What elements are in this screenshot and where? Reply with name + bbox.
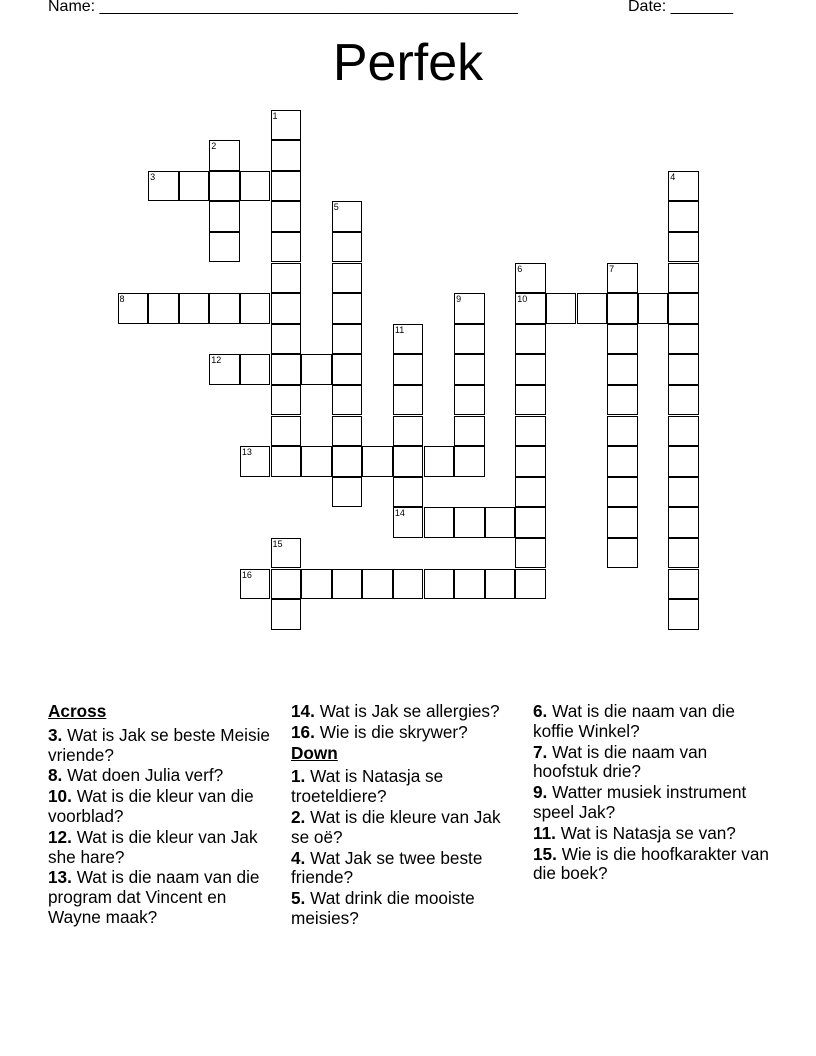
grid-cell[interactable] [393, 569, 424, 600]
grid-cell[interactable] [362, 446, 393, 477]
grid-cell[interactable] [668, 385, 699, 416]
grid-cell[interactable] [638, 293, 669, 324]
grid-cell[interactable] [668, 416, 699, 447]
grid-cell[interactable] [179, 293, 210, 324]
grid-cell[interactable] [515, 385, 546, 416]
grid-cell[interactable] [148, 293, 179, 324]
clue-column-3 [533, 702, 773, 885]
clue-down-6: 6. Wat is die naam van die koffie Winkel? [533, 701, 735, 741]
grid-cell[interactable] [454, 507, 485, 538]
grid-cell[interactable] [454, 416, 485, 447]
grid-cell[interactable] [424, 569, 455, 600]
grid-cell[interactable] [332, 416, 363, 447]
clue-number-label: 11 [394, 324, 405, 335]
grid-cell[interactable] [179, 171, 210, 202]
grid-cell[interactable] [271, 324, 302, 355]
grid-cell[interactable] [668, 599, 699, 630]
grid-cell[interactable] [515, 538, 546, 569]
grid-cell[interactable] [515, 446, 546, 477]
grid-cell[interactable] [607, 507, 638, 538]
name-field[interactable]: Name: _______________________________________________ [48, 0, 518, 15]
grid-cell[interactable] [607, 416, 638, 447]
grid-cell[interactable] [668, 538, 699, 569]
grid-cell[interactable] [301, 354, 332, 385]
grid-cell[interactable] [607, 538, 638, 569]
grid-cell[interactable] [668, 354, 699, 385]
grid-cell[interactable] [393, 477, 424, 508]
grid-cell[interactable] [668, 507, 699, 538]
grid-cell[interactable] [607, 324, 638, 355]
grid-cell[interactable] [240, 171, 271, 202]
clue-number-label: 16 [241, 569, 252, 580]
grid-cell[interactable] [515, 354, 546, 385]
grid-cell[interactable] [607, 293, 638, 324]
grid-cell[interactable] [515, 477, 546, 508]
clue-down-4: 4. Wat Jak se twee beste friende? [291, 847, 483, 888]
grid-cell[interactable] [240, 293, 271, 324]
grid-cell[interactable] [577, 293, 608, 324]
grid-cell[interactable] [271, 569, 302, 600]
grid-cell[interactable] [546, 293, 577, 324]
grid-cell[interactable] [271, 232, 302, 263]
clue-number-label: 4 [670, 171, 676, 182]
grid-cell[interactable] [332, 477, 363, 508]
grid-cell[interactable] [271, 171, 302, 202]
grid-cell[interactable] [271, 263, 302, 294]
clue-number-label: 2 [211, 141, 217, 152]
clue-across-14: 14. Wat is Jak se allergies? [291, 701, 500, 721]
grid-cell[interactable] [454, 385, 485, 416]
grid-cell[interactable] [515, 324, 546, 355]
grid-cell[interactable] [668, 232, 699, 263]
grid-cell[interactable] [393, 446, 424, 477]
grid-cell[interactable] [332, 263, 363, 294]
grid-cell[interactable] [424, 507, 455, 538]
grid-cell[interactable] [515, 569, 546, 600]
grid-cell[interactable] [332, 569, 363, 600]
grid-cell[interactable] [301, 569, 332, 600]
clue-number-label: 9 [456, 294, 462, 305]
clue-column-1 [48, 702, 273, 929]
grid-cell[interactable] [515, 507, 546, 538]
grid-cell[interactable] [271, 293, 302, 324]
clue-across-10: 10. Wat is die kleur van die voorblad? [48, 786, 254, 826]
date-field[interactable]: Date: _______ [628, 0, 733, 15]
grid-cell[interactable] [271, 446, 302, 477]
clue-across-8: 8. Wat doen Julia verf? [48, 765, 224, 786]
clue-column-2 [291, 702, 516, 930]
clue-down-7: 7. Wat is die naam van hoofstuk drie? [533, 741, 708, 782]
grid-cell[interactable] [454, 354, 485, 385]
grid-cell[interactable] [332, 293, 363, 324]
down-heading: Down [291, 742, 338, 763]
clue-number-label: 3 [150, 171, 156, 182]
clue-down-9: 9. Watter musiek instrument speel Jak? [533, 782, 747, 822]
grid-cell[interactable] [607, 385, 638, 416]
grid-cell[interactable] [454, 569, 485, 600]
grid-cell[interactable] [271, 385, 302, 416]
clue-number-label: 8 [119, 294, 125, 305]
grid-cell[interactable] [424, 446, 455, 477]
grid-cell[interactable] [332, 232, 363, 263]
grid-cell[interactable] [271, 416, 302, 447]
grid-cell[interactable] [515, 416, 546, 447]
clue-across-16: 16. Wie is die skrywer? [291, 721, 468, 742]
clue-down-15: 15. Wie is die hoofkarakter van die boek? [533, 843, 769, 884]
grid-cell[interactable] [454, 324, 485, 355]
grid-cell[interactable] [607, 477, 638, 508]
grid-cell[interactable] [209, 293, 240, 324]
clue-across-3: 3. Wat is Jak se beste Meisie vriende? [48, 724, 270, 765]
grid-cell[interactable] [668, 477, 699, 508]
clue-number-label: 7 [609, 263, 615, 274]
grid-cell[interactable] [209, 232, 240, 263]
grid-cell[interactable] [271, 201, 302, 232]
grid-cell[interactable] [332, 446, 363, 477]
grid-cell[interactable] [240, 354, 271, 385]
grid-cell[interactable] [668, 446, 699, 477]
grid-cell[interactable] [393, 416, 424, 447]
grid-cell[interactable] [668, 324, 699, 355]
page-title: Perfek [332, 34, 484, 92]
grid-cell[interactable] [332, 354, 363, 385]
grid-cell[interactable] [668, 569, 699, 600]
grid-cell[interactable] [607, 446, 638, 477]
grid-cell[interactable] [301, 446, 332, 477]
grid-cell[interactable] [668, 293, 699, 324]
across-heading: Across [48, 701, 107, 721]
grid-cell[interactable] [485, 507, 516, 538]
grid-cell[interactable] [271, 599, 302, 630]
grid-cell[interactable] [209, 201, 240, 232]
clue-across-12: 12. Wat is die kleur van Jak she hare? [48, 826, 258, 867]
clue-number-label: 5 [333, 202, 339, 213]
clue-down-5: 5. Wat drink die mooiste meisies? [291, 888, 475, 928]
grid-cell[interactable] [454, 446, 485, 477]
clue-down-2: 2. Wat is die kleure van Jak se oë? [291, 806, 501, 847]
clue-across-13: 13. Wat is die naam van die program dat Vincent en Wayne maak? [48, 867, 260, 927]
grid-cell[interactable] [668, 201, 699, 232]
clue-down-1: 1. Wat is Natasja se troeteldiere? [291, 766, 444, 807]
clue-number-label: 1 [272, 110, 278, 121]
clue-number-label: 6 [517, 263, 523, 274]
clue-number-label: 12 [211, 355, 222, 366]
grid-cell[interactable] [332, 324, 363, 355]
grid-cell[interactable] [271, 140, 302, 171]
clue-number-label: 10 [517, 294, 528, 305]
grid-cell[interactable] [668, 263, 699, 294]
clue-number-label: 13 [241, 447, 252, 458]
grid-cell[interactable] [209, 171, 240, 202]
grid-cell[interactable] [271, 354, 302, 385]
grid-cell[interactable] [362, 569, 393, 600]
grid-cell[interactable] [485, 569, 516, 600]
clue-number-label: 15 [272, 538, 283, 549]
clue-number-label: 14 [394, 508, 405, 519]
grid-cell[interactable] [607, 354, 638, 385]
clue-down-11: 11. Wat is Natasja se van? [533, 822, 736, 843]
grid-cell[interactable] [393, 385, 424, 416]
grid-cell[interactable] [393, 354, 424, 385]
grid-cell[interactable] [332, 385, 363, 416]
